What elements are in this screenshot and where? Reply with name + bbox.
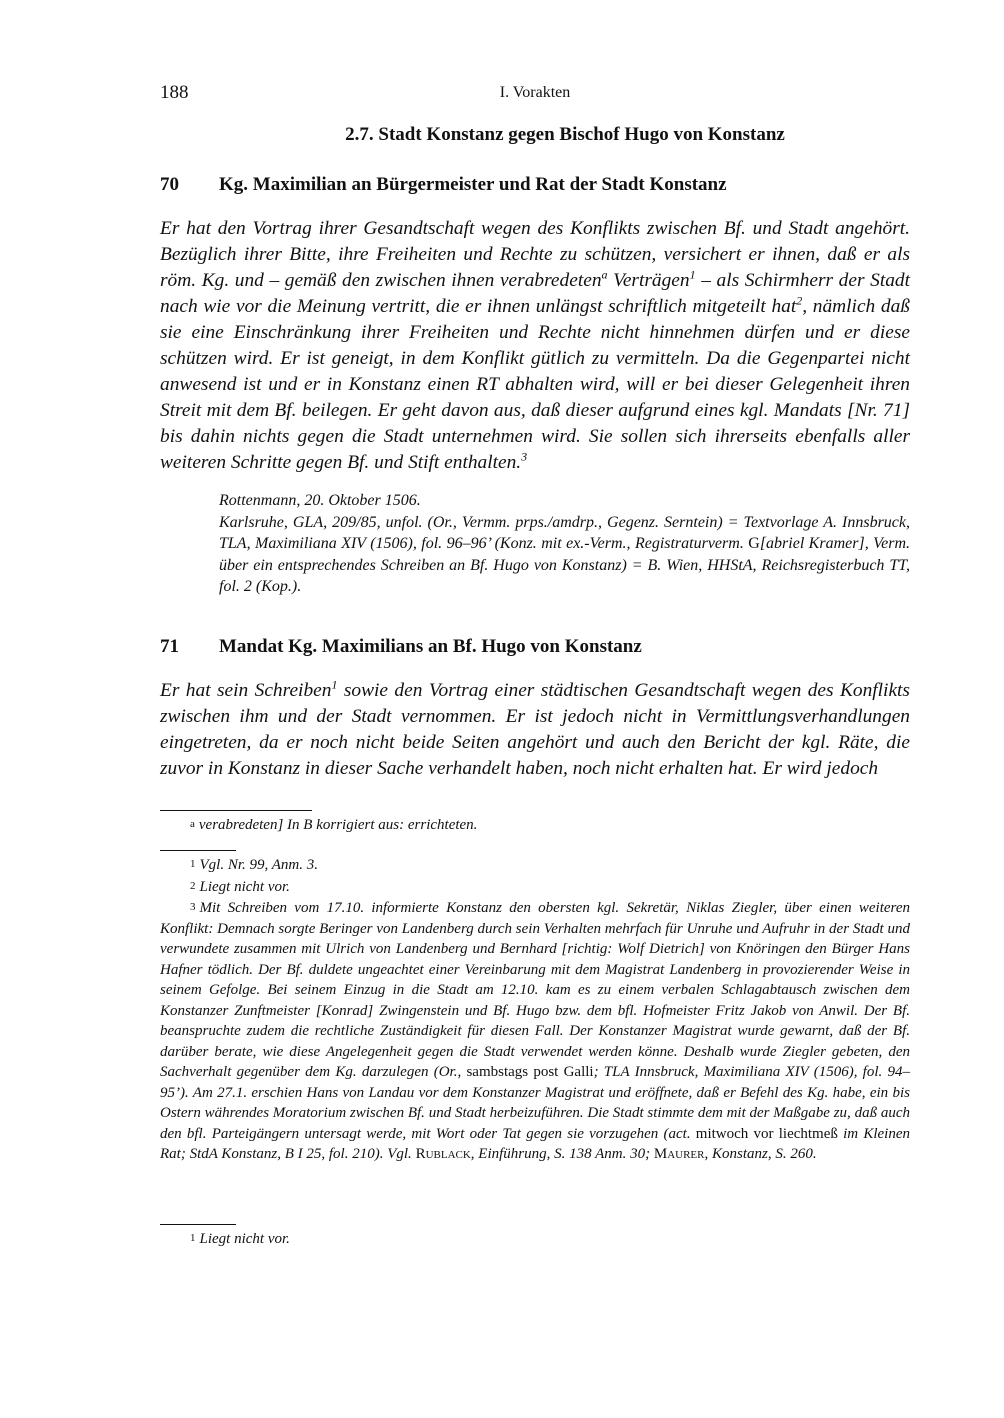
footnote-mark: 1 (689, 267, 696, 282)
footnote-mark: 2 (796, 293, 803, 308)
footnotes-doc-70 (160, 854, 910, 1165)
doc-70-number: 70 (160, 174, 179, 195)
footnote-separator (160, 850, 236, 851)
footnote-separator (160, 1224, 236, 1225)
doc-70-title: Kg. Maximilian an Bürgermeister und Rat der Stadt Konstanz (219, 174, 727, 195)
footnote-1: 1 Vgl. Nr. 99, Anm. 3. (190, 857, 318, 873)
running-title: I. Vorakten (499, 84, 571, 101)
doc-70-dating: Rottenmann, 20. Oktober 1506. (219, 492, 421, 509)
running-header (160, 82, 910, 106)
doc-71-title: Mandat Kg. Maximilians an Bf. Hugo von Konstanz (219, 636, 642, 657)
textual-note-a: a verabredeten] In B korrigiert aus: errichteten. (190, 817, 478, 833)
doc-70-dating-and-sources (219, 490, 910, 598)
footnote-mark: 1 (331, 677, 338, 692)
footnotes-doc-71 (160, 1228, 910, 1250)
footnote-2: 2 Liegt nicht vor. (190, 878, 290, 895)
doc-70-regest: Er hat den Vortrag ihrer Gesandtschaft wegen des Konflikts zwischen Bf. und Stadt angehört. Bezüglich ihrer Bitte, ihre Freiheiten und Rechte zu schützen, versichert er ihnen, daß er als röm. Kg. und – gemäß den zwischen ihnen verabredeten$^a$ Verträgen$^1$ – als Schirmherr der Stadt nach wie vor die Meinung vertritt, die er ihnen unlängst schriftlich mitgeteilt hat$^2$, nämlich daß sie eine Einschränkung ihrer Freiheiten und Rechte nicht hinnehmen dürfen und er diese schützen wird. Er ist geneigt, in dem Konflikt gütlich zu vermitteln. Da die Gegenpartei nicht anwesend ist und er in Konstanz einen RT abhalten wird, will er bei dieser Gelegenheit ihren Streit mit dem Bf. beilegen. Er geht davon aus, daß dieser aufgrund eines kgl. Mandats [Nr. 71] bis dahin nichts gegen die Stadt unternehmen wird. Sie sollen sich ihrerseits ebenfalls aller weiteren Schritte gegen Bf. und Stift enthalten.$^3$ (160, 218, 910, 473)
doc-71-regest: Er hat sein Schreiben$^1$ sowie den Vortrag einer städtischen Gesandtschaft wegen des Konflikts zwischen ihm und der Stadt vernommen. Er ist jedoch nicht in Vermittlungsverhandlungen eingetreten, da er noch nicht beide Seiten angehört und auch den Bericht der kgl. Räte, die zuvor in Konstanz in dieser Sache verhandelt haben, noch nicht erhalten hat. Er wird jedoch (160, 677, 910, 779)
section-title: 2.7. Stadt Konstanz gegen Bischof Hugo von Konstanz (345, 124, 785, 145)
footnote-separator (160, 810, 312, 811)
doc-70-sources: Karlsruhe, GLA, 209/85, unfol. (Or., Vermm. prps./amdrp., Gegenz. Serntein) = Textvorlage A. Innsbruck, TLA, Maximiliana XIV (1506), fol. 96–96’ (Konz. mit ex.-Verm., Registraturverm. G[abriel Kramer], Verm. über ein entsprechendes Schreiben an Bf. Hugo von Konstanz) = B. Wien, HHStA, Reichsregisterbuch TT, fol. 2 (Kop.). (219, 513, 910, 595)
footnote-3: 3 Mit Schreiben vom 17.10. informierte Konstanz den obersten kgl. Sekretär, Niklas Ziegler, über einen weiteren Konflikt: Demnach sorgte Beringer von Landenberg durch sein Verhalten mehrfach für Unruhe und Aufruhr in der Stadt und verwundete zusammen mit Ulrich von Landenberg und Bernhard [richtig: Wolf Dietrich] von Knöringen den Bürger Hans Hafner tödlich. Der Bf. duldete ungeachtet einer Vereinbarung mit dem Magistrat Landenberg in provozierender Weise in seinem Gefolge. Bei seinem Einzug in die Stadt am 12.10. kam es zu einem verbalen Schlagabtausch zwischen dem Konstanzer Zunftmeister [Konrad] Zwingenstein und Bf. Hugo bzw. dem bfl. Hofmeister Fritz Jakob von Anwil. Der Bf. beanspruchte zudem die rechtliche Zuständigkeit für diesen Fall. Der Konstanzer Magistrat wurde gewarnt, daß der Bf. darüber berate, wie diese Angelegenheit gegen die Stadt verwendet werden könne. Deshalb wurde Ziegler gebeten, den Sachverhalt gegenüber dem Kg. darzulegen (Or., sambstags post Galli; TLA Innsbruck, Maximiliana XIV (1506), fol. 94–95’). Am 27.1. erschien Hans von Landau vor dem Konstanzer Magistrat und eröffnete, daß er Befehl des Kg. habe, ein bis Ostern währendes Moratorium zwischen Bf. und Stadt herbeizuführen. Die Stadt stimmte dem mit der Maßgabe zu, daß auch den bfl. Parteigängern untersagt werde, mit Wort oder Tat gegen sie vorzugehen (act. mitwoch vor liechtmeß im Kleinen Rat; StdA Konstanz, B I 25, fol. 210). Vgl. Rublack, Einführung, S. 138 Anm. 30; Maurer, Konstanz, S. 260. (160, 900, 910, 1162)
doc-71-number: 71 (160, 636, 179, 657)
footnote-1-doc-71: 1 Liegt nicht vor. (190, 1231, 290, 1247)
page-number: 188 (160, 82, 189, 103)
footnote-mark: 3 (521, 449, 528, 464)
textual-note-mark: a (601, 267, 608, 282)
